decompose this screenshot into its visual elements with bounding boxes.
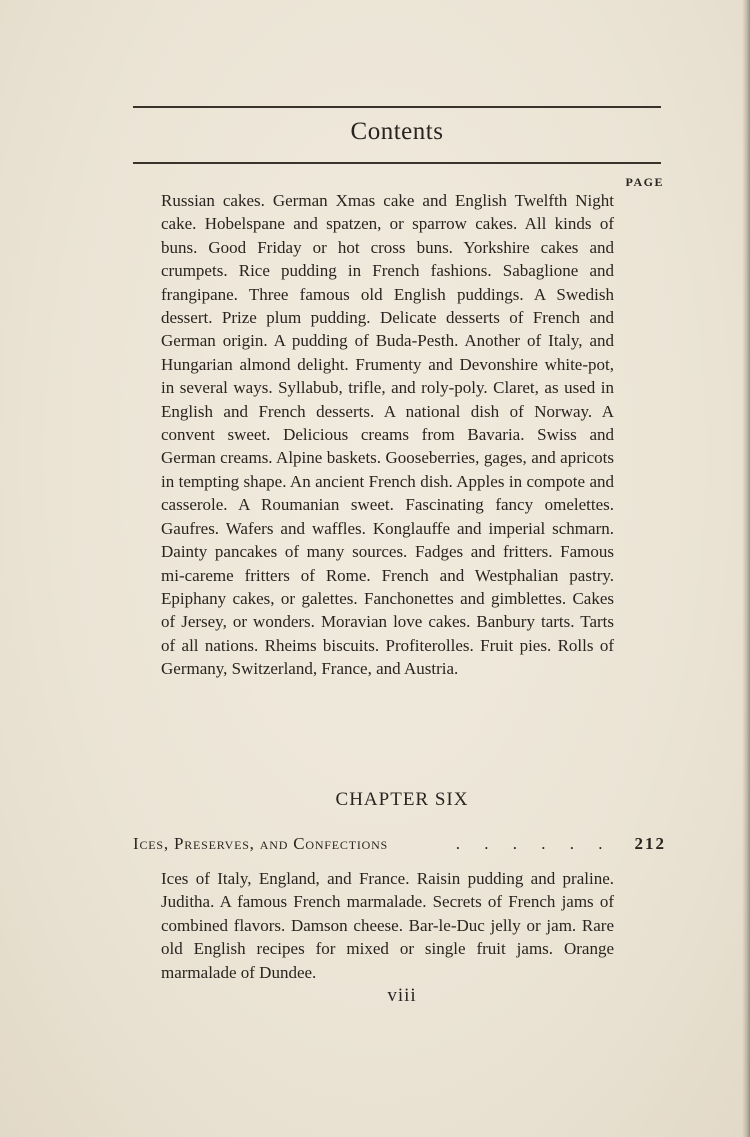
chapter-five-contents-description: Russian cakes. German Xmas cake and English Twelfth Night cake. Hobelspane and spatzen, or sparrow cakes. All kinds of buns. Good Friday or hot cross buns. Yorkshire cakes and crumpets. Rice pudding in French fashions. Sabaglione and frangipane. Three famous old English puddings. A Swedish dessert. Prize plum pudding. Delicate desserts of French and German origin. A pudding of Buda-Pesth. Another of Italy, and Hungarian almond delight. Frumenty and Devonshire white-pot, in several ways. Syllabub, trifle, and roly-poly. Claret, as used in English and French desserts. A national dish of Norway. A convent sweet. Delicious creams from Bavaria. Swiss and German creams. Alpine baskets. Gooseberries, gages, and apricots in tempting shape. An ancient French dish. Apples in compote and casserole. A Roumanian sweet. Fascinating fancy omelettes. Gaufres. Wafers and waffles. Konglauffe and imperial schmarn. Dainty pancakes of many sources. Fadges and fritters. Famous mi-careme fritters of Rome. French and Westphalian pastry. Epiphany cakes, or galettes. Fanchonettes and gimblettes. Cakes of Jersey, or wonders. Moravian love cakes. Banbury tarts. Tarts of all nations. Rheims biscuits. Profiterolles. Fruit pies. Rolls of Germany, Switzerland, France, and Austria. [161, 191, 614, 679]
toc-entry-page-number: 212 [634, 834, 666, 853]
toc-entry-title: Ices, Preserves, and Confections [133, 834, 389, 853]
page-folio: viii [387, 985, 417, 1006]
page-column-label: PAGE [625, 175, 664, 189]
header-rule-top [133, 106, 661, 108]
chapter-heading: CHAPTER SIX [335, 789, 469, 810]
toc-dot-leader: . . . . . . [455, 834, 613, 853]
header-rule-bottom [133, 162, 661, 164]
chapter-six-contents-description: Ices of Italy, England, and France. Raisin pudding and praline. Juditha. A famous French marmalade. Secrets of French jams of combined flavors. Damson cheese. Bar-le-Duc jelly or jam. Rare old English recipes for mixed or single fruit jams. Orange marmalade of Dundee. [161, 869, 614, 982]
running-header-title: Contents [350, 118, 444, 145]
page-edge-shadow [742, 0, 750, 1137]
toc-entry[interactable] [133, 834, 666, 860]
